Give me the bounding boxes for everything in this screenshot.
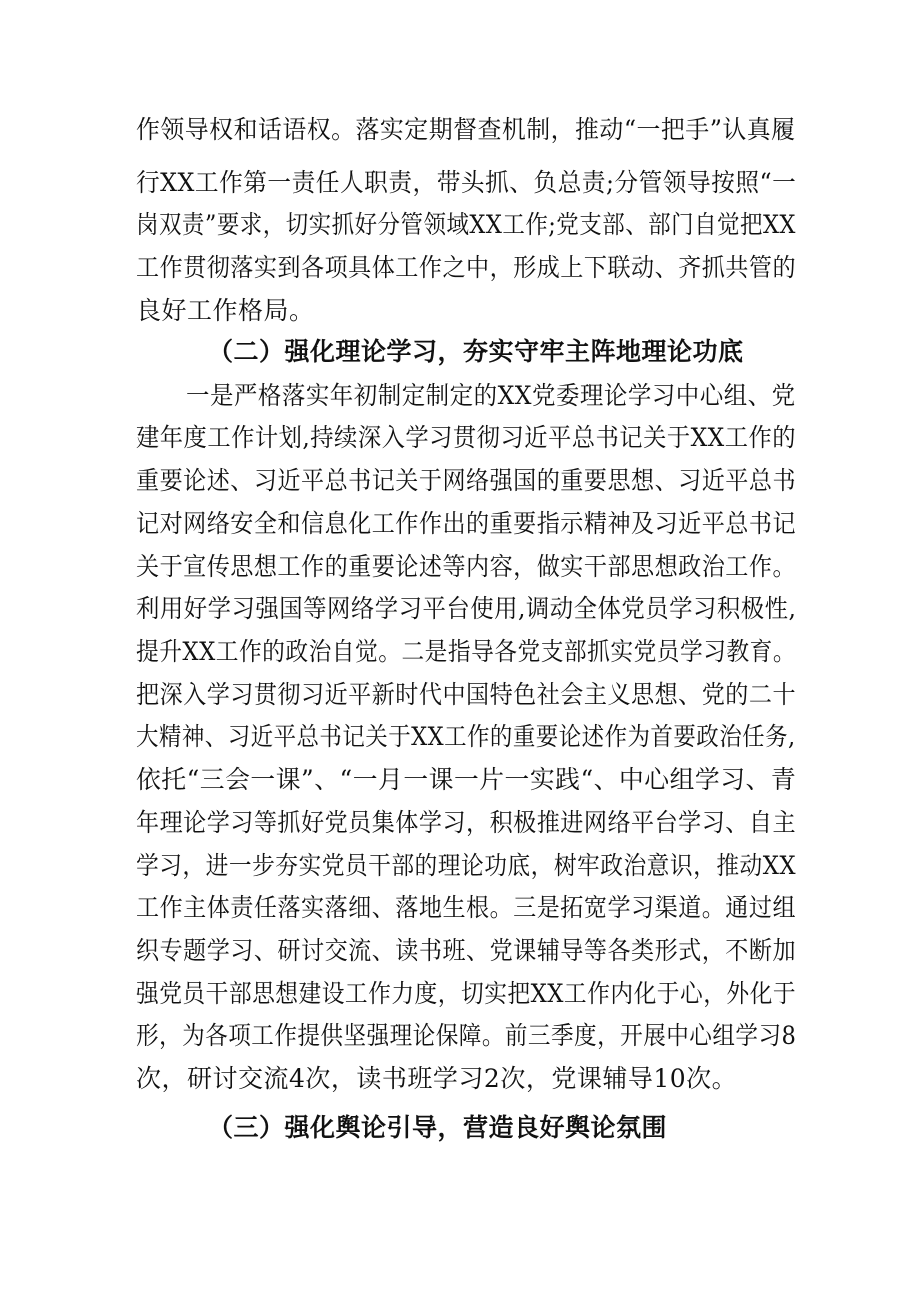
- paragraph-line: 岗双责”要求，切实抓好分管领域XX工作;党支部、部门自觉把XX: [136, 210, 796, 239]
- section-heading: （二）强化理论学习，夯实守牢主阵地理论功底: [208, 337, 744, 366]
- paragraph-line: 一是严格落实年初制定制定的XX党委理论学习中心组、党: [186, 381, 796, 410]
- paragraph-line: 行XX工作第一责任人职责，带头抓、负总责;分管领导按照“一: [136, 168, 797, 197]
- paragraph-line: 工作主体责任落实落细、落地生根。三是拓宽学习渠道。通过组: [136, 893, 797, 922]
- paragraph-line: 大精神、习近平总书记关于XX工作的重要论述作为首要政治任务,: [136, 722, 796, 751]
- paragraph-line: 把深入学习贯彻习近平新时代中国特色社会主义思想、党的二十: [136, 680, 797, 709]
- paragraph-line: 记对网络安全和信息化工作作出的重要指示精神及习近平总书记: [136, 509, 797, 538]
- paragraph-line: 次，研讨交流4次，读书班学习2次，党课辅导10次。: [136, 1064, 738, 1093]
- paragraph-line: 建年度工作计划,持续深入学习贯彻习近平总书记关于XX工作的: [136, 423, 797, 452]
- paragraph-line: 强党员干部思想建设工作力度，切实把XX工作内化于心，外化于: [136, 979, 797, 1008]
- paragraph-line: 作领导权和话语权。落实定期督查机制，推动“一把手”认真履: [136, 115, 796, 144]
- paragraph-line: 关于宣传思想工作的重要论述等内容，做实干部思想政治工作。: [136, 552, 797, 581]
- paragraph-line: 学习，进一步夯实党员干部的理论功底，树牢政治意识，推动XX: [136, 851, 797, 880]
- paragraph-line: 依托“三会一课”、“一月一课一片一实践“、中心组学习、青: [136, 765, 797, 794]
- paragraph-line: 形，为各项工作提供坚强理论保障。前三季度，开展中心组学习8: [136, 1021, 797, 1050]
- paragraph-line: 工作贯彻落实到各项具体工作之中，形成上下联动、齐抓共管的: [136, 253, 797, 282]
- paragraph-line: 提升XX工作的政治自觉。二是指导各党支部抓实党员学习教育。: [136, 637, 797, 666]
- paragraph-line: 织专题学习、研讨交流、读书班、党课辅导等各类形式，不断加: [136, 936, 797, 965]
- paragraph-line: 利用好学习强国等网络学习平台使用,调动全体党员学习积极性,: [136, 594, 797, 623]
- paragraph-line: 良好工作格局。: [136, 296, 315, 325]
- paragraph-line: 年理论学习等抓好党员集体学习，积极推进网络平台学习、自主: [136, 808, 797, 837]
- section-heading: （三）强化舆论引导，营造良好舆论氛围: [208, 1113, 668, 1142]
- paragraph-line: 重要论述、习近平总书记关于网络强国的重要思想、习近平总书: [136, 466, 797, 495]
